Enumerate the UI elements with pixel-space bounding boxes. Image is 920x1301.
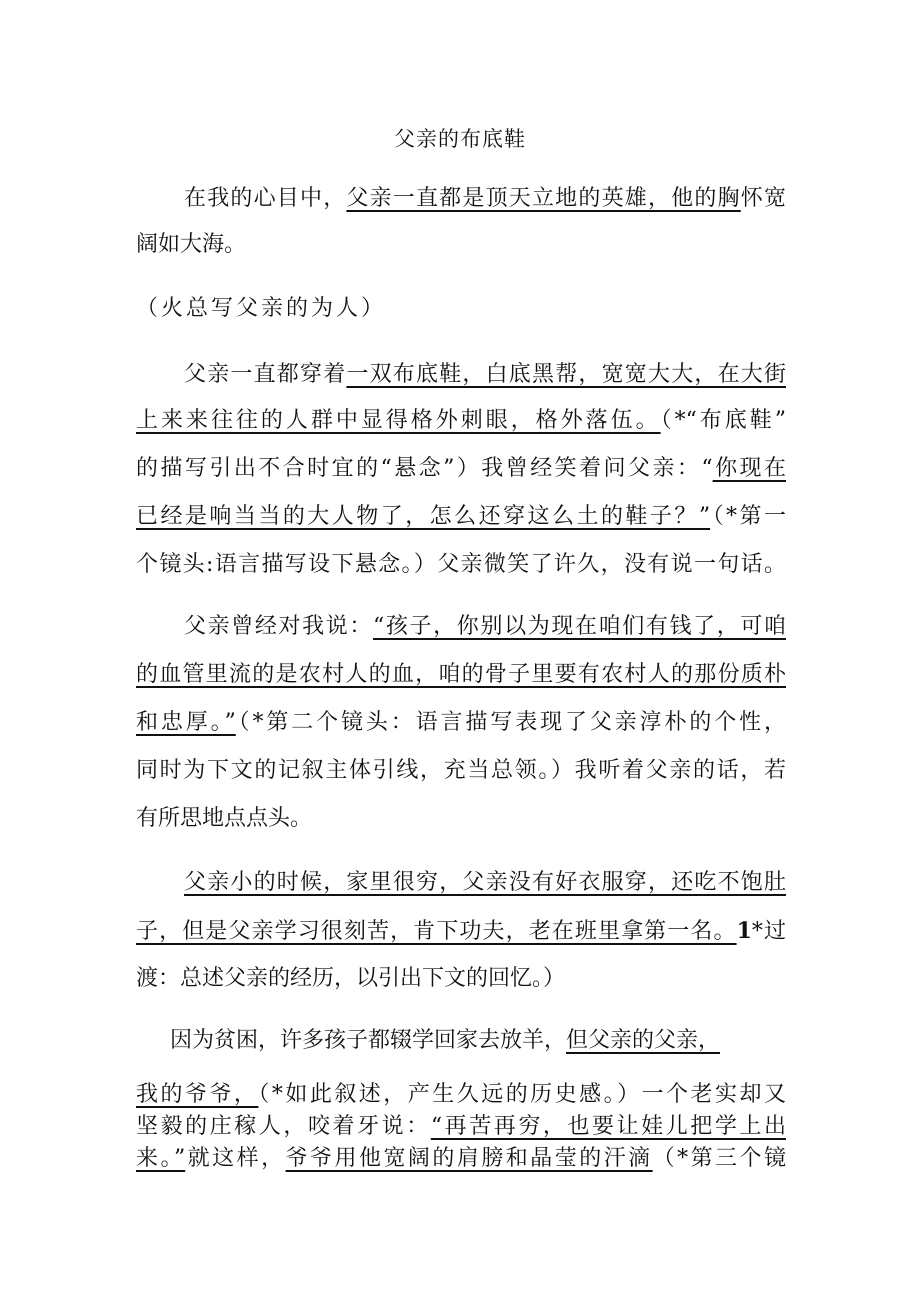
underlined-text: 但父亲的父亲， — [566, 1028, 721, 1053]
underlined-text: 一双布底鞋，白底黑帮，宽宽大大，在大街 — [346, 362, 786, 387]
annotation-text: （*第三个镜 — [652, 1146, 786, 1171]
paragraph-4-line-2 — [136, 916, 786, 947]
text-run: 就这样， — [185, 1146, 286, 1171]
annotation-heading: （火总写父亲的为人） — [136, 296, 387, 321]
underlined-text: “再苦再穷，也要让娃儿把学上出 — [430, 1114, 786, 1139]
annotation-text: *过 — [751, 919, 786, 944]
underlined-text: 你现在 — [712, 456, 786, 481]
underlined-text: 和忠厚。” — [136, 710, 236, 735]
paragraph-3-line-4: 同时为下文的记叙主体引线，充当总领。）我听着父亲的话，若 — [136, 758, 786, 783]
text-run: 因为贫困，许多孩子都辍学回家去放羊， — [170, 1028, 567, 1053]
footnote-marker: 1 — [736, 918, 752, 944]
paragraph-3-line-5: 有所思地点点头。 — [136, 806, 313, 831]
text-run: 的描写引出不合时宜的“悬念”）我曾经笑着问父亲：“ — [136, 456, 713, 481]
annotation-text: （*第一 — [710, 504, 786, 529]
paragraph-5-line-1 — [170, 1026, 760, 1056]
paragraph-4-line-3: 渡：总述父亲的经历，以引出下文的回忆。） — [136, 966, 566, 991]
paragraph-4-line-1: 父亲小的时候，家里很穷，父亲没有好衣服穿，还吃不饱肚 — [184, 870, 786, 895]
page-title: 父亲的布底鞋 — [394, 127, 526, 151]
paragraph-5-line-2 — [136, 1080, 786, 1110]
annotation-text: （*“布底鞋” — [660, 408, 786, 433]
underlined-text: 我的爷爷， — [136, 1082, 259, 1107]
text-run: 怀宽 — [740, 186, 786, 211]
annotation-text: （*第二个镜头：语言描写表现了父亲淳朴的个性， — [235, 710, 786, 735]
text-run: 在我的心目中， — [184, 186, 347, 211]
paragraph-3-line-2: 的血管里流的是农村人的血，咱的骨子里要有农村人的那份质朴 — [136, 662, 786, 687]
paragraph-3-line-3 — [136, 708, 786, 738]
paragraph-2-line-2 — [136, 406, 786, 436]
underlined-text: 父亲一直都是顶天立地的英雄，他的胸 — [346, 186, 741, 211]
paragraph-2-line-1 — [184, 360, 786, 390]
paragraph-2-line-5: 个镜头:语言描写设下悬念。）父亲微笑了许久，没有说一句话。 — [136, 552, 786, 577]
text-run: 父亲曾经对我说： — [184, 614, 374, 639]
underlined-text: 子，但是父亲学习很刻苦，肯下功夫，老在班里拿第一名。 — [136, 919, 737, 944]
paragraph-1-line-1 — [184, 184, 786, 214]
paragraph-2-line-3 — [136, 454, 786, 484]
text-run: 坚毅的庄稼人，咬着牙说： — [136, 1114, 431, 1139]
paragraph-5-line-3 — [136, 1112, 786, 1142]
underlined-text: 上来来往往的人群中显得格外刺眼，格外落伍。 — [136, 408, 661, 433]
paragraph-1-line-2: 阔如大海。 — [136, 232, 247, 257]
underlined-text: “孩子，你别以为现在咱们有钱了，可咱 — [373, 614, 786, 639]
paragraph-5-line-4 — [136, 1144, 786, 1174]
underlined-text: 爷爷用他宽阔的肩膀和晶莹的汗滴 — [285, 1146, 653, 1171]
text-run: 父亲一直都穿着 — [184, 362, 347, 387]
paragraph-3-line-1 — [184, 612, 786, 642]
annotation-text: （*如此叙述，产生久远的历史感。）一个老实却又 — [258, 1082, 786, 1107]
underlined-text: 已经是响当当的大人物了，怎么还穿这么土的鞋子？” — [136, 504, 711, 529]
paragraph-2-line-4 — [136, 502, 786, 532]
underlined-text: 来。” — [136, 1146, 186, 1171]
